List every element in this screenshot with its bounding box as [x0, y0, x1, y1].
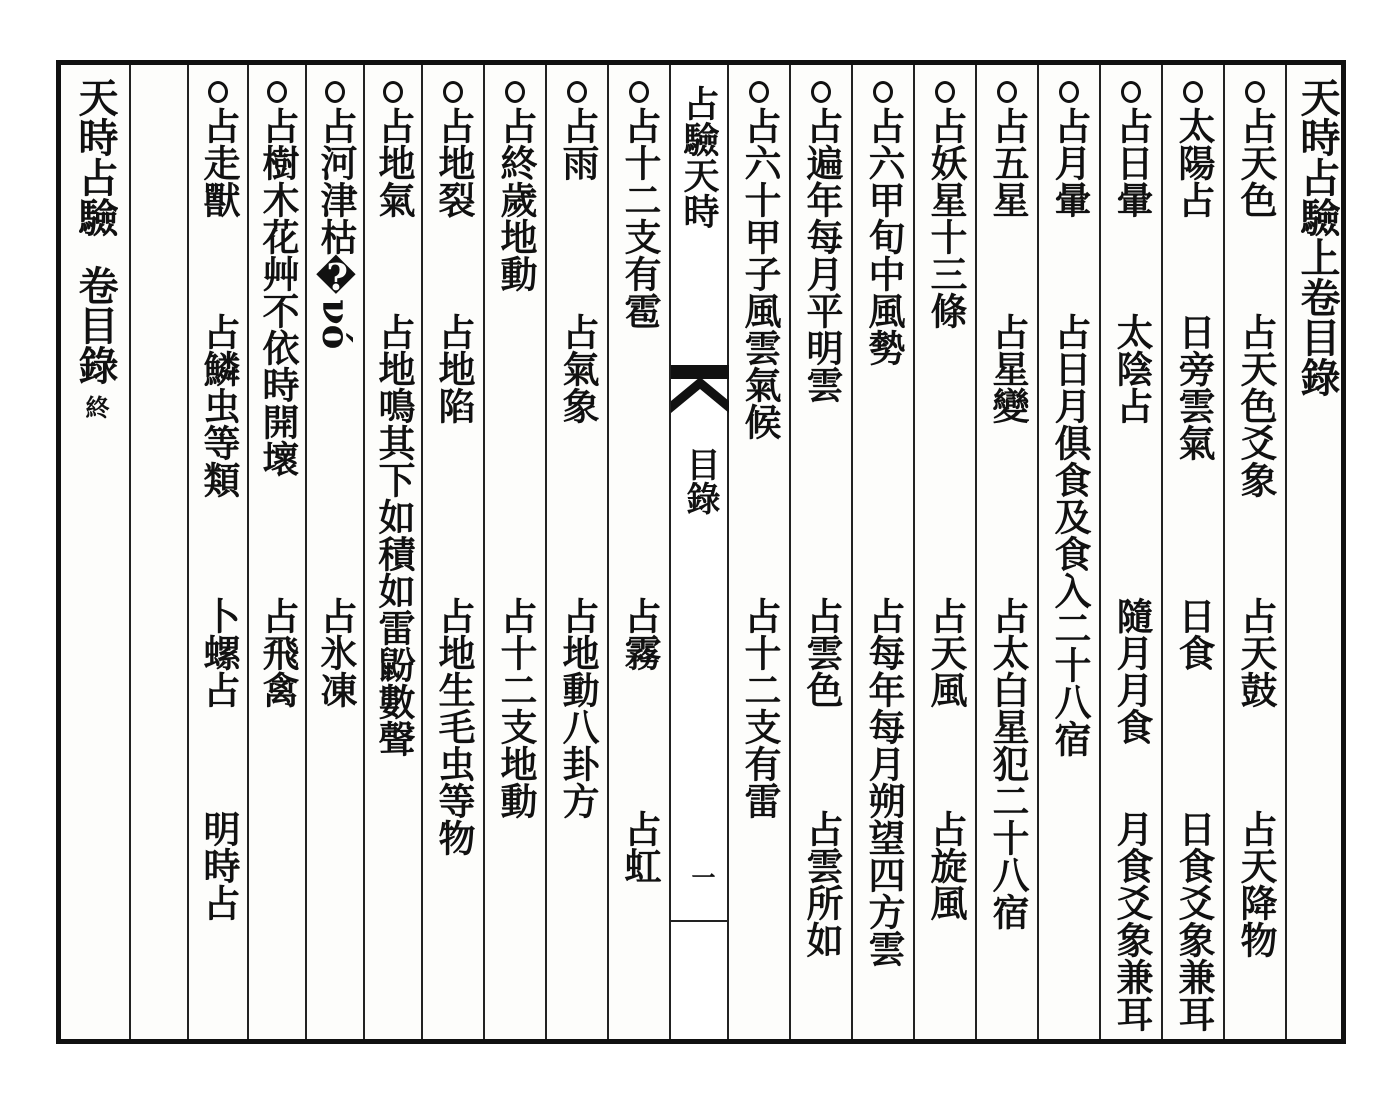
entry-marker-icon	[811, 81, 831, 103]
entry-marker-icon	[1183, 81, 1203, 103]
entry-item: 占霧	[618, 597, 662, 671]
column-entry-zhongsui	[485, 65, 547, 1039]
entry-heading: 占六甲旬中風勢	[862, 107, 906, 366]
fish-tail-icon	[671, 365, 729, 425]
entry-item: 占雲色	[800, 597, 844, 708]
column-entry-liujia	[853, 65, 915, 1039]
entry-item: 占天降物	[1234, 810, 1278, 958]
entry-item: 占十二支地動	[494, 597, 538, 819]
entry-marker-icon	[1245, 81, 1265, 103]
entry-item: 占地陷	[432, 313, 476, 424]
column-entry-diqi	[365, 65, 423, 1039]
entry-item: 占每年每月朔望四方雲	[862, 597, 906, 967]
entry-marker-icon	[749, 81, 769, 103]
entry-heading: 占月暈	[1048, 107, 1092, 218]
entry-heading: 占五星	[986, 107, 1030, 218]
column-entry-zoushou	[189, 65, 249, 1039]
column-entry-dilie	[423, 65, 485, 1039]
colophon-end-mark: 終	[81, 395, 110, 419]
column-blank	[131, 65, 189, 1039]
entry-heading: 占天色	[1234, 107, 1278, 218]
column-entry-shiierzhi	[609, 65, 671, 1039]
colophon-subtitle: 卷目錄	[72, 265, 119, 385]
column-volume-title	[1287, 65, 1347, 1039]
fold-page-number: 一	[687, 865, 716, 889]
entry-item: 占地鳴其下如積如雷鼢數聲	[372, 313, 416, 757]
entry-marker-icon	[997, 81, 1017, 103]
fold-section-label: 目錄	[680, 447, 720, 515]
entry-item: 占天鼓	[1234, 597, 1278, 708]
book-page	[56, 60, 1346, 1044]
entry-item: 隨月月食	[1110, 597, 1154, 745]
entry-heading: 占妖星十三條	[924, 107, 968, 329]
entry-item: 占天風	[924, 597, 968, 708]
entry-marker-icon	[873, 81, 893, 103]
entry-marker-icon	[567, 81, 587, 103]
column-entry-tianse	[1225, 65, 1287, 1039]
entry-heading: 太陽占	[1172, 107, 1216, 218]
column-colophon	[61, 65, 131, 1039]
entry-item: 占氣象	[556, 313, 600, 424]
column-entry-riyun	[1101, 65, 1163, 1039]
entry-item: 日食爻象兼耳	[1172, 810, 1216, 1032]
volume-title: 天時占驗上卷目錄	[1294, 77, 1341, 397]
entry-marker-icon	[267, 81, 287, 103]
entry-item: 占地動八卦方	[556, 597, 600, 819]
entry-item: 占天色爻象	[1234, 313, 1278, 498]
entry-heading: 占樹木花艸不依時開壞	[256, 107, 300, 477]
entry-item: 占氷凍	[314, 597, 358, 708]
entry-heading: 占遍年每月平明雲	[800, 107, 844, 403]
entry-heading: 占日暈	[1110, 107, 1154, 218]
column-entry-taiyang	[1163, 65, 1225, 1039]
center-fold-column	[671, 65, 729, 1039]
column-entry-yueyun	[1039, 65, 1101, 1039]
entry-heading: 占地氣	[372, 107, 416, 218]
column-entry-liushi	[729, 65, 791, 1039]
entry-item: 占地生毛虫等物	[432, 597, 476, 856]
entry-item: 占太白星犯二十八宿	[986, 597, 1030, 930]
entry-item: 日食	[1172, 597, 1216, 671]
entry-marker-icon	[505, 81, 525, 103]
entry-item: 占虹	[618, 810, 662, 884]
entry-item: 卜螺占	[197, 597, 241, 708]
entry-item: 占日月俱食及食入二十八宿	[1048, 313, 1092, 757]
fold-divider	[671, 920, 727, 922]
colophon-title: 天時占驗	[72, 77, 119, 237]
entry-item: 占鱗虫等類	[197, 313, 241, 498]
entry-item: 太陰占	[1110, 313, 1154, 424]
entry-item: 占十二支有雷	[738, 597, 782, 819]
entry-heading: 占六十甲子風雲氣候	[738, 107, 782, 440]
entry-marker-icon	[1059, 81, 1079, 103]
entry-marker-icon	[1121, 81, 1141, 103]
entry-marker-icon	[208, 81, 228, 103]
column-entry-biannian	[791, 65, 853, 1039]
column-entry-yaoxing	[915, 65, 977, 1039]
entry-heading: 占終歲地動	[494, 107, 538, 292]
entry-item: 占旋風	[924, 810, 968, 921]
entry-marker-icon	[935, 81, 955, 103]
column-entry-shumu	[249, 65, 307, 1039]
entry-marker-icon	[383, 81, 403, 103]
entry-item: 日旁雲氣	[1172, 313, 1216, 461]
entry-heading: 占走獸	[197, 107, 241, 218]
entry-item: 月食爻象兼耳	[1110, 810, 1154, 1032]
entry-item: 明時占	[197, 810, 241, 921]
entry-heading: 占地裂	[432, 107, 476, 218]
entry-marker-icon	[325, 81, 345, 103]
column-entry-yu	[547, 65, 609, 1039]
entry-marker-icon	[629, 81, 649, 103]
entry-item: 占雲所如	[800, 810, 844, 958]
column-entry-wuxing	[977, 65, 1039, 1039]
entry-heading: 占河津枯�νό	[314, 107, 358, 350]
column-entry-hejin	[307, 65, 365, 1039]
entry-heading: 占雨	[556, 107, 600, 181]
fold-title: 占驗天時	[678, 85, 720, 229]
entry-heading: 占十二支有雹	[618, 107, 662, 329]
entry-marker-icon	[443, 81, 463, 103]
entry-item: 占星變	[986, 313, 1030, 424]
entry-item: 占飛禽	[256, 597, 300, 708]
